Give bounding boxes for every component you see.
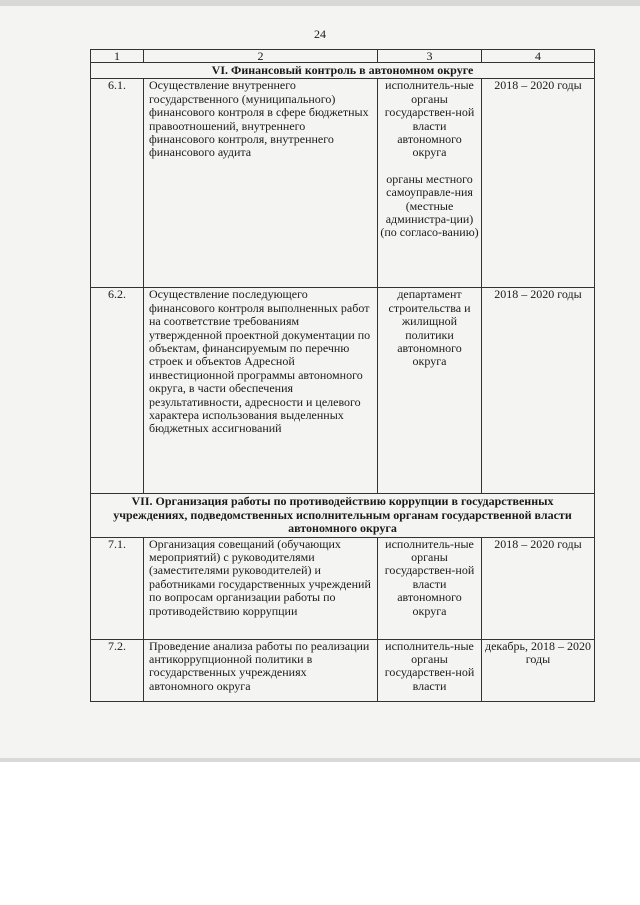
row-description: Осуществление внутреннего государственного (муниципального) финансового контроля в сфере бюджетных правоотношений, внутреннего финансового контроля, внутреннего финансового аудита xyxy=(144,79,378,288)
row-executor xyxy=(378,288,482,494)
scan-top-edge xyxy=(0,0,640,6)
row-executor xyxy=(378,639,482,701)
header-row xyxy=(91,50,595,63)
row-term: 2018 – 2020 годы xyxy=(482,79,595,288)
header-col-2: 2 xyxy=(144,50,378,63)
table-row xyxy=(91,639,595,701)
section-row xyxy=(91,494,595,537)
executor-line: органы местного самоуправле-ния (местные администра-ции) (по согласо-ванию) xyxy=(380,171,479,240)
row-term: декабрь, 2018 – 2020 годы xyxy=(482,639,595,701)
row-description: Осуществление последующего финансового контроля выполненных работ на соответствие требованиям утвержденной проектной документации по объектам, финансируемым по перечню строек и объектов Адресной инвестиционной программы автономного округа, в части обеспечения результативности, адресности и целевого характера использования выделенных бюджетных ассигнований xyxy=(144,288,378,494)
row-number: 7.1. xyxy=(91,537,144,639)
executor-line: исполнитель-ные органы государствен-ной власти автономного округа xyxy=(384,78,475,160)
header-col-3: 3 xyxy=(378,50,482,63)
row-term: 2018 – 2020 годы xyxy=(482,537,595,639)
table-row xyxy=(91,537,595,639)
page-number: 24 xyxy=(314,27,326,41)
header-col-4: 4 xyxy=(482,50,595,63)
section-title: VII. Организация работы по противодействию коррупции в государственных учреждениях, подведомственных исполнительным органам государственной власти автономного округа xyxy=(91,494,595,537)
row-description: Проведение анализа работы по реализации антикоррупционной политики в государственных учреждениях автономного округа xyxy=(144,639,378,701)
row-term: 2018 – 2020 годы xyxy=(482,288,595,494)
section-title: VI. Финансовый контроль в автономном округе xyxy=(91,63,595,79)
plan-table xyxy=(90,49,595,702)
row-number: 6.2. xyxy=(91,288,144,494)
executor-gap xyxy=(380,160,479,173)
executor-line: исполнитель-ные органы государствен-ной власти xyxy=(384,638,475,693)
row-executor xyxy=(378,537,482,639)
header-col-1: 1 xyxy=(91,50,144,63)
table-row xyxy=(91,288,595,494)
executor-line: исполнитель-ные органы государствен-ной власти автономного округа xyxy=(384,536,475,618)
section-row xyxy=(91,63,595,79)
executor-line: департамент строительства и жилищной политики автономного округа xyxy=(388,287,471,369)
row-description: Организация совещаний (обучающих мероприятий) с руководителями (заместителями руководителей) и работниками государственных учреждений по вопросам организации работы по противодействию коррупции xyxy=(144,537,378,639)
row-executor xyxy=(378,79,482,288)
row-number: 6.1. xyxy=(91,79,144,288)
scan-bottom-edge xyxy=(0,758,640,762)
table-row xyxy=(91,79,595,288)
row-number: 7.2. xyxy=(91,639,144,701)
